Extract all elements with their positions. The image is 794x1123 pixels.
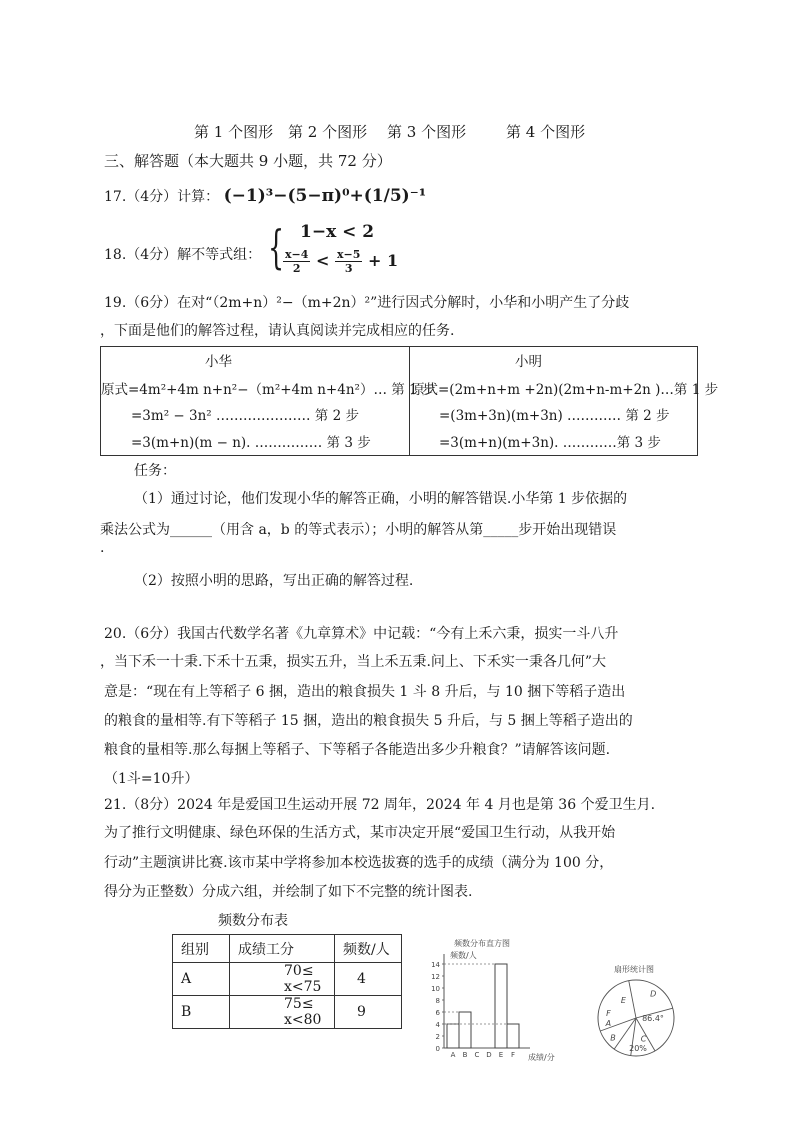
table-row <box>173 935 402 963</box>
q21-line4: 得分为正整数）分成六组，并绘制了如下不完整的统计图表. <box>104 884 473 900</box>
figure-label-4: 第 4 个图形 <box>506 123 586 141</box>
q19-line1: 19.（6分）在对“（2m+n）²−（m+2n）²”进行因式分解时，小华和小明产生了分歧 <box>104 295 630 311</box>
table-header-score: 成绩工分 <box>230 935 335 963</box>
histogram-bar <box>459 1012 471 1048</box>
xiaoming-step-2: =(3m+3n)(m+3n) ………… 第 2 步 <box>439 408 670 424</box>
table-cell: 75≤ x<80 <box>230 996 335 1029</box>
table-cell: 70≤ x<75 <box>230 963 335 996</box>
q18-frac2-den: 3 <box>344 262 353 275</box>
table-row <box>173 996 402 1029</box>
task1-line1: （1）通过讨论，他们发现小华的解答正确，小明的解答错误.小华第 1 步依据的 <box>134 491 628 507</box>
xiaoming-step-3: =3(m+n)(m+3n). …………第 3 步 <box>439 435 661 451</box>
histogram-ylabel: 频数/人 <box>450 951 477 960</box>
q17 <box>104 186 426 206</box>
figure-label-1: 第 1 个图形 <box>194 123 274 141</box>
table-row <box>173 963 402 996</box>
histogram-ytick-label: 2 <box>435 1033 440 1041</box>
pie-percent-annotation: 20% <box>629 1044 647 1053</box>
histogram-title: 频数分布直方图 <box>454 939 510 948</box>
q17-label: 17.（4分）计算： <box>104 189 220 205</box>
histogram-category-label: C <box>474 1051 480 1059</box>
q20-line5: 粮食的量相等.那么每捆上等稻子、下等稻子各能造出多少升粮食？”请解答该问题. <box>104 742 611 758</box>
pie-chart <box>588 960 688 1060</box>
table-header-group: 组别 <box>173 935 230 963</box>
q21-line1: 21.（8分）2024 年是爱国卫生运动开展 72 周年，2024 年 4 月也是第 36 个爱卫生月. <box>104 797 656 813</box>
frequency-histogram <box>422 936 582 1061</box>
table-cell: A <box>173 963 230 996</box>
table-cell: B <box>173 996 230 1029</box>
histogram-ytick-label: 10 <box>431 985 440 993</box>
histogram-ytick-label: 6 <box>435 1009 440 1017</box>
q18-line2 <box>283 248 398 275</box>
q20-line4: 的粮食的量相等.有下等稻子 15 捆，造出的粮食损失 5 升后，与 5 捆上等稻子造出的 <box>104 713 633 729</box>
task1-line2: 乘法公式为______（用含 a，b 的等式表示）；小明的解答从第_____步开始出现错误 <box>100 522 617 538</box>
solution-table <box>100 346 719 456</box>
q18-line1: 1−x < 2 <box>300 222 375 242</box>
q19-line2: ，下面是他们的解答过程，请认真阅读并完成相应的任务. <box>100 323 455 339</box>
q18-frac1-den: 2 <box>292 262 301 275</box>
pie-slice-label: C <box>640 1034 647 1044</box>
xiaoming-step-1: 原式=(2m+n+m +2n)(2m+n-m+2n )…第 1 步 <box>411 382 719 398</box>
task-title: 任务： <box>134 463 176 479</box>
histogram-ytick-label: 8 <box>435 997 440 1005</box>
section-title: 三、解答题（本大题共 9 小题，共 72 分） <box>104 152 392 170</box>
figure-label-2: 第 2 个图形 <box>288 123 368 141</box>
frequency-table <box>172 934 402 1029</box>
pie-slice-label: D <box>650 989 657 999</box>
pie-slice-label: E <box>620 995 626 1005</box>
pie-slice-edge <box>629 981 636 1018</box>
pie-angle-annotation: 86.4° <box>642 1014 664 1023</box>
xiaohua-step-3: =3(m+n)(m − n). …………… 第 3 步 <box>131 435 371 451</box>
histogram-ytick-label: 12 <box>431 973 440 981</box>
freq-table-title: 频数分布表 <box>218 913 288 929</box>
histogram-category-label: D <box>486 1051 492 1059</box>
q18-frac1-num: x−4 <box>285 248 309 261</box>
solution-divider <box>409 347 410 455</box>
xiaohua-step-1: 原式=4m²+4m n+n²−（m²+4m n+4n²）… 第 1 步 <box>101 382 436 398</box>
histogram-category-label: F <box>510 1051 516 1059</box>
q20-line2: ，当下禾一十秉.下禾十五秉，损实五升，当上禾五秉.问上、下禾实一秉各几何”大 <box>100 654 607 670</box>
q18-brace: { <box>268 220 285 274</box>
q18-plus: + 1 <box>368 251 399 270</box>
q18-lt: < <box>316 251 330 270</box>
histogram-category-label: A <box>450 1051 456 1059</box>
histogram-bar <box>495 964 507 1048</box>
pie-slice-label: F <box>606 1009 611 1019</box>
solution-header-xiaoming: 小明 <box>515 354 542 370</box>
task1-line3: . <box>100 540 105 556</box>
q18-frac2-num: x−5 <box>337 248 361 261</box>
solution-header-xiaohua: 小华 <box>205 354 232 370</box>
pie-slice-label: A <box>605 1018 612 1028</box>
q21-line2: 为了推行文明健康、绿色环保的生活方式，某市决定开展“爱国卫生行动，从我开始 <box>104 825 616 841</box>
histogram-ytick-label: 4 <box>435 1021 440 1029</box>
table-cell: 4 <box>335 963 402 996</box>
q20-line1: 20.（6分）我国古代数学名著《九章算术》中记载：“今有上禾六秉，损实一斗八升 <box>104 626 619 642</box>
histogram-xlabel: 成绩/分 <box>528 1053 555 1061</box>
histogram-bar <box>507 1024 519 1048</box>
q21-line3: 行动”主题演讲比赛.该市某中学将参加本校选拔赛的选手的成绩（满分为 100 分， <box>104 855 614 871</box>
histogram-ytick-label: 0 <box>435 1045 440 1053</box>
histogram-bar <box>447 1024 459 1048</box>
table-header-frequency: 频数/人 <box>335 935 402 963</box>
table-cell: 9 <box>335 996 402 1029</box>
pie-title: 扇形统计图 <box>614 965 654 974</box>
histogram-category-label: B <box>462 1051 468 1059</box>
figure-label-3: 第 3 个图形 <box>387 123 467 141</box>
pie-slice-label: B <box>610 1033 616 1043</box>
xiaohua-step-2: =3m² − 3n² ………………… 第 2 步 <box>131 408 359 424</box>
histogram-category-label: E <box>498 1051 504 1059</box>
q17-expression: (−1)³−(5−π)⁰+(1/5)⁻¹ <box>223 186 427 206</box>
task2: （2）按照小明的思路，写出正确的解答过程. <box>134 573 414 589</box>
q18-label: 18.（4分）解不等式组： <box>104 247 262 263</box>
q20-line3: 意是：“现在有上等稻子 6 捆，造出的粮食损失 1 斗 8 升后，与 10 捆下等稻子造出 <box>104 684 626 700</box>
histogram-ytick-label: 14 <box>431 961 440 969</box>
q20-line6: （1斗=10升） <box>104 771 199 787</box>
